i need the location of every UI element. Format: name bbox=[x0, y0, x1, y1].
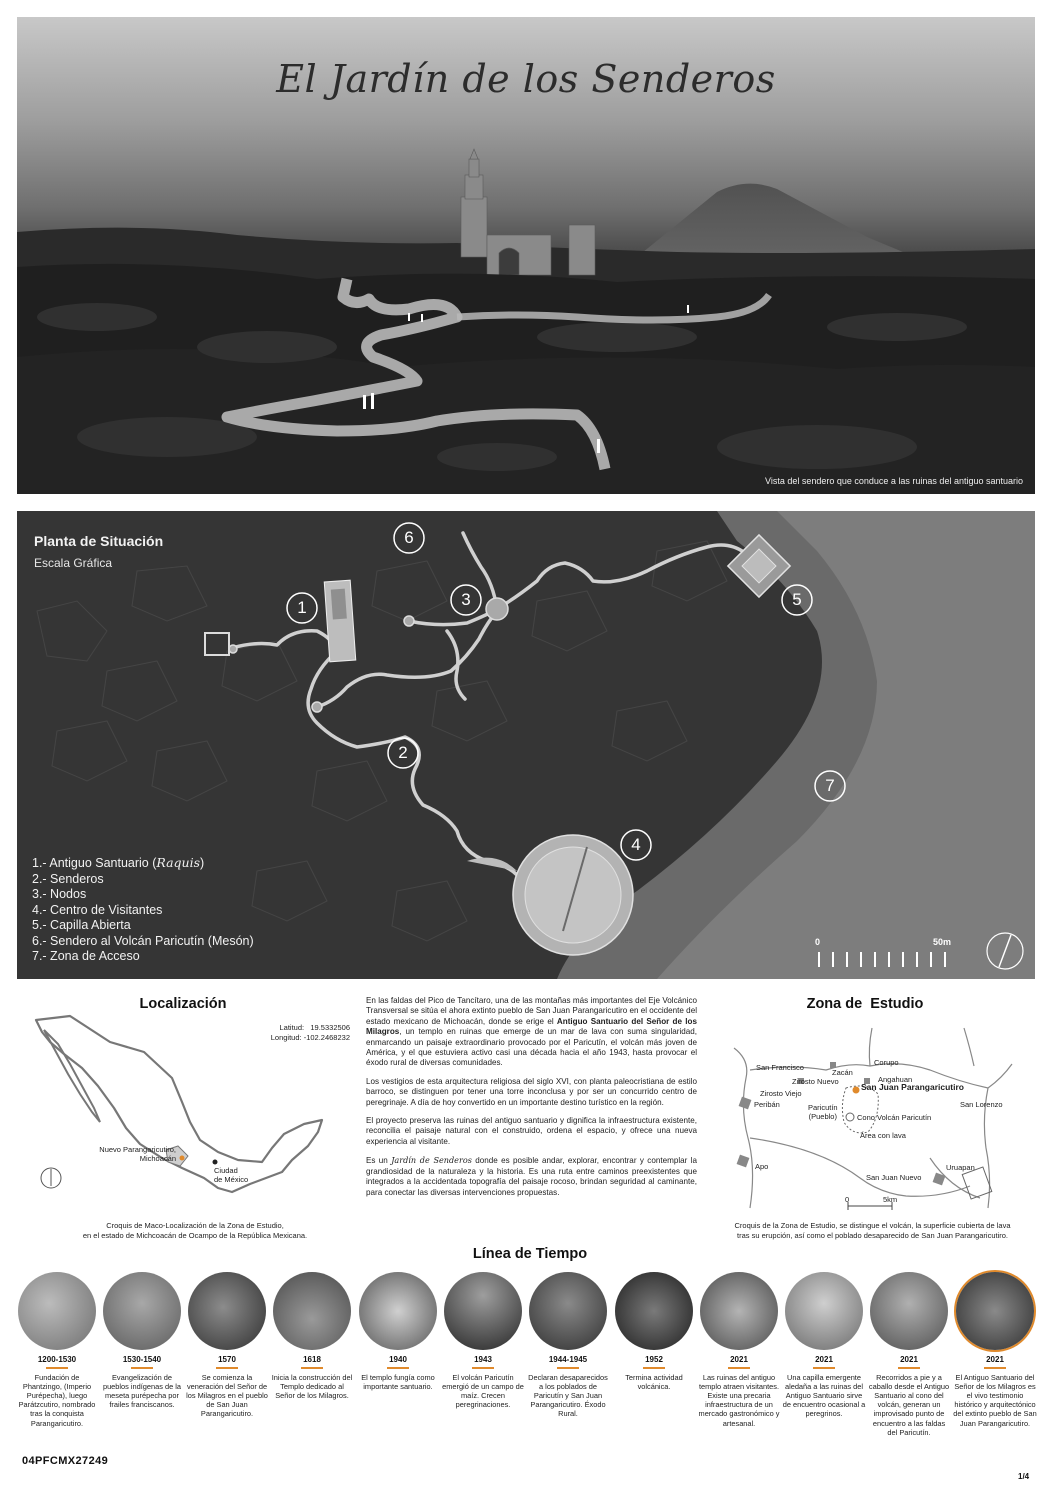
page-number: 1/4 bbox=[1018, 1472, 1030, 1481]
marker-5: 5 bbox=[792, 590, 802, 609]
timeline-description: Declaran desaparecidos a los poblados de Paricutín y San Juan Parangaricutiro. Éxodo Rural. bbox=[528, 1372, 608, 1419]
timeline-accent-bar bbox=[898, 1367, 920, 1369]
timeline-accent-bar bbox=[46, 1367, 68, 1369]
timeline-item bbox=[953, 1272, 1037, 1428]
label-san-juan-parangaricutiro: San Juan Parangaricutiro bbox=[861, 1082, 964, 1092]
timeline-accent-bar bbox=[813, 1367, 835, 1369]
description-paragraph: Los vestigios de esta arquitectura religiosa del siglo XVI, con planta paleocristiana de estilo barroco, se distinguen por tener una torre inconclusa y por ser un concurrido centro de peregrinaje. A día de hoy convertido en un importante destino turístico en la región. bbox=[366, 1076, 697, 1107]
marker-4: 4 bbox=[631, 835, 641, 854]
marker-1: 1 bbox=[297, 598, 307, 617]
timeline-photo bbox=[103, 1272, 181, 1350]
localizacion-caption: Croquis de Maco-Localización de la Zona de Estudio, en el estado de Michcoacán de Ocampo de la República Mexicana. bbox=[82, 1221, 308, 1240]
timeline-year: 1618 bbox=[303, 1355, 321, 1364]
timeline-description: Termina actividad volcánica. bbox=[625, 1372, 683, 1391]
timeline-item bbox=[356, 1272, 440, 1391]
timeline-accent-bar bbox=[728, 1367, 750, 1369]
timeline-year: 2021 bbox=[815, 1355, 833, 1364]
timeline-item bbox=[526, 1272, 610, 1419]
zona-scale-end: 5km bbox=[883, 1195, 898, 1204]
timeline-item bbox=[782, 1272, 866, 1419]
timeline-year: 1570 bbox=[218, 1355, 236, 1364]
timeline-photo bbox=[956, 1272, 1034, 1350]
legend-item: 3.- Nodos bbox=[32, 887, 87, 901]
timeline-accent-bar bbox=[472, 1367, 494, 1369]
label-corupo: Corupo bbox=[874, 1058, 899, 1067]
description-paragraph: En las faldas del Pico de Tancítaro, una de las montañas más importantes del Eje Volcánico Transversal se sitúa el ahora extinto pueblo de San Juan Parangaricutiro en el occidente del estado mexicano de Michoacán, donde se erige el Antiguo Santuario del Señor de los Milagros, un templo en ruinas que emerge de un mar de lava con suma singularidad, enmarcando un paisaje extraordinario provocado por el Paricutín, el volcán más joven de América, y el que estuviera activo casi una década hacia el año 1943, hasta provocar el éxodo rural de diversas comunidades. bbox=[366, 996, 697, 1068]
label-zirosto-viejo: Zirosto Viejo bbox=[760, 1089, 802, 1098]
timeline-year: 1952 bbox=[645, 1355, 663, 1364]
timeline-accent-bar bbox=[387, 1367, 409, 1369]
description-paragraph: El proyecto preserva las ruinas del antiguo santuario y dignifica la infraestructura existente, reconcilia el paisaje natural con el construido, ordena el espacio, y ofrece una nueva experiencia al visitante. bbox=[366, 1116, 697, 1146]
marker-7: 7 bbox=[825, 776, 835, 795]
timeline-year: 2021 bbox=[730, 1355, 748, 1364]
timeline-photo bbox=[188, 1272, 266, 1350]
zona-caption: Croquis de la Zona de Estudio, se distingue el volcán, la superficie cubierta de lava tras su erupción, así como el poblado desaparecido de San Juan Parangaricutiro. bbox=[734, 1221, 1011, 1240]
timeline-accent-bar bbox=[131, 1367, 153, 1369]
timeline-item bbox=[867, 1272, 951, 1437]
label-cono-volcan: Cono Volcán Paricutín bbox=[857, 1113, 932, 1122]
timeline-accent-bar bbox=[216, 1367, 238, 1369]
timeline-photo bbox=[529, 1272, 607, 1350]
marker-3: 3 bbox=[461, 590, 471, 609]
description-paragraph: Es un Jardín de Senderos donde es posible andar, explorar, encontrar y contemplar la grandiosidad de la naturaleza y la historia. Es una ruta entre caminos preexistentes que integrados a la accidentada topografía del paisaje rocoso, brindan seguridad al caminante, para conectar las diversas intervenciones propuestas. bbox=[366, 1155, 697, 1197]
label-cdmx: Ciudad de México bbox=[214, 1166, 249, 1184]
legend-item: 7.- Zona de Acceso bbox=[32, 949, 140, 963]
plan-title: Planta de Situación bbox=[34, 533, 164, 549]
project-description bbox=[366, 996, 697, 1206]
timeline-item bbox=[441, 1272, 525, 1409]
timeline-photo bbox=[870, 1272, 948, 1350]
timeline-photo bbox=[18, 1272, 96, 1350]
timeline-item bbox=[15, 1272, 99, 1428]
timeline-accent-bar bbox=[643, 1367, 665, 1369]
zona-title: Zona de Estudio bbox=[806, 996, 924, 1012]
timeline-accent-bar bbox=[984, 1367, 1006, 1369]
marker-2: 2 bbox=[398, 743, 408, 762]
project-code: 04PFCMX27249 bbox=[22, 1455, 109, 1467]
label-paricutin-pueblo: Paricutín (Pueblo) bbox=[808, 1103, 838, 1121]
timeline-year: 2021 bbox=[986, 1355, 1004, 1364]
timeline-item bbox=[100, 1272, 184, 1409]
timeline-description: Recorridos a pie y a caballo desde el Antiguo Santuario al cono del volcán, generan un improvisado punto de encuentro a las faldas del Paricutín. bbox=[868, 1372, 950, 1437]
scale-start-label: 0 bbox=[815, 937, 821, 947]
timeline-photo bbox=[615, 1272, 693, 1350]
scale-end-label: 50m bbox=[933, 937, 952, 947]
timeline-item bbox=[612, 1272, 696, 1391]
label-apo: Apo bbox=[755, 1162, 769, 1171]
localizacion-title: Localización bbox=[139, 996, 227, 1012]
zona-scale-start: 0 bbox=[845, 1195, 850, 1204]
timeline-photo bbox=[273, 1272, 351, 1350]
plan-legend bbox=[32, 855, 254, 965]
timeline-item bbox=[697, 1272, 781, 1428]
timeline-title: Línea de Tiempo bbox=[472, 1246, 588, 1262]
timeline-year: 1944-1945 bbox=[548, 1355, 588, 1364]
coordinates: Latitud: 19.5332506 Longitud: -102.2468232 bbox=[270, 1023, 350, 1042]
timeline-item bbox=[185, 1272, 269, 1419]
timeline-year: 1200-1530 bbox=[37, 1355, 77, 1364]
timeline-year: 2021 bbox=[900, 1355, 918, 1364]
legend-item: 5.- Capilla Abierta bbox=[32, 918, 131, 932]
legend-item: 1.- Antiguo Santuario (Raquis) bbox=[32, 855, 205, 870]
timeline-item bbox=[270, 1272, 354, 1400]
timeline-year: 1943 bbox=[474, 1355, 492, 1364]
label-uruapan: Uruapan bbox=[946, 1163, 975, 1172]
timeline-accent-bar bbox=[301, 1367, 323, 1369]
timeline-description: Fundación de Phantzingo, (Imperio Purépecha), luego Parátzcutiro, nombrado tras la conquista Parangaricutiro. bbox=[18, 1372, 96, 1428]
site-plan bbox=[17, 511, 1035, 979]
label-san-francisco: San Francisco bbox=[756, 1063, 804, 1072]
label-area-lava: Área con lava bbox=[860, 1131, 906, 1140]
timeline-photo bbox=[359, 1272, 437, 1350]
timeline-description: Evangelización de pueblos indígenas de la meseta purépecha por frailes franciscanos. bbox=[102, 1372, 182, 1410]
hero-caption: Vista del sendero que conduce a las ruinas del antiguo santuario bbox=[764, 476, 1023, 486]
label-zirosto-nuevo: Zirosto Nuevo bbox=[792, 1077, 839, 1086]
label-angahuan: Angahuan bbox=[878, 1075, 913, 1084]
label-san-lorenzo: San Lorenzo bbox=[960, 1100, 1003, 1109]
timeline-description: Las ruinas del antiguo templo atraen visitantes. Existe una precaria infraestructura de un mercado gastronómico y artesanal. bbox=[698, 1372, 780, 1428]
timeline-accent-bar bbox=[557, 1367, 579, 1369]
timeline-year: 1940 bbox=[389, 1355, 407, 1364]
hero-rendering bbox=[17, 17, 1035, 494]
timeline-description: El templo fungía como importante santuario. bbox=[361, 1372, 435, 1391]
timeline-description: Inicia la construcción del Templo dedicado al Señor de los Milagros. bbox=[271, 1372, 353, 1400]
legend-item: 4.- Centro de Visitantes bbox=[32, 902, 163, 917]
timeline-year: 1530-1540 bbox=[122, 1355, 162, 1364]
timeline-photo bbox=[700, 1272, 778, 1350]
plan-subtitle: Escala Gráfica bbox=[34, 556, 113, 570]
north-arrow-icon bbox=[41, 1168, 61, 1188]
timeline-photo bbox=[444, 1272, 522, 1350]
timeline-description: El Antiguo Santuario del Señor de los Milagros es el vivo testimonio histórico y arquitectónico del extinto pueblo de San Juan Parangaricutiro. bbox=[953, 1372, 1037, 1428]
marker-6: 6 bbox=[404, 528, 414, 547]
label-zacan: Zacán bbox=[832, 1068, 853, 1077]
timeline-photo bbox=[785, 1272, 863, 1350]
timeline-description: Una capilla emergente aledaña a las ruinas del Antiguo Santuario sirve de encuentro ocasional a peregrinos. bbox=[782, 1372, 866, 1419]
label-san-juan-nuevo: San Juan Nuevo bbox=[866, 1173, 922, 1182]
legend-item: 6.- Sendero al Volcán Paricutín (Mesón) bbox=[32, 933, 254, 948]
timeline-description: El volcán Paricutín emergió de un campo de maíz. Crecen peregrinaciones. bbox=[442, 1372, 524, 1410]
label-periban: Peribán bbox=[754, 1100, 780, 1109]
legend-item: 2.- Senderos bbox=[32, 871, 104, 886]
timeline-description: Se comienza la veneración del Señor de los Milagros en el pueblo de San Juan Parangaricutiro. bbox=[186, 1372, 268, 1419]
hero-title: El Jardín de los Senderos bbox=[276, 57, 776, 101]
label-nuevo-parangaricutiro: Nuevo Parangaricutiro, Michoacán bbox=[99, 1145, 176, 1163]
